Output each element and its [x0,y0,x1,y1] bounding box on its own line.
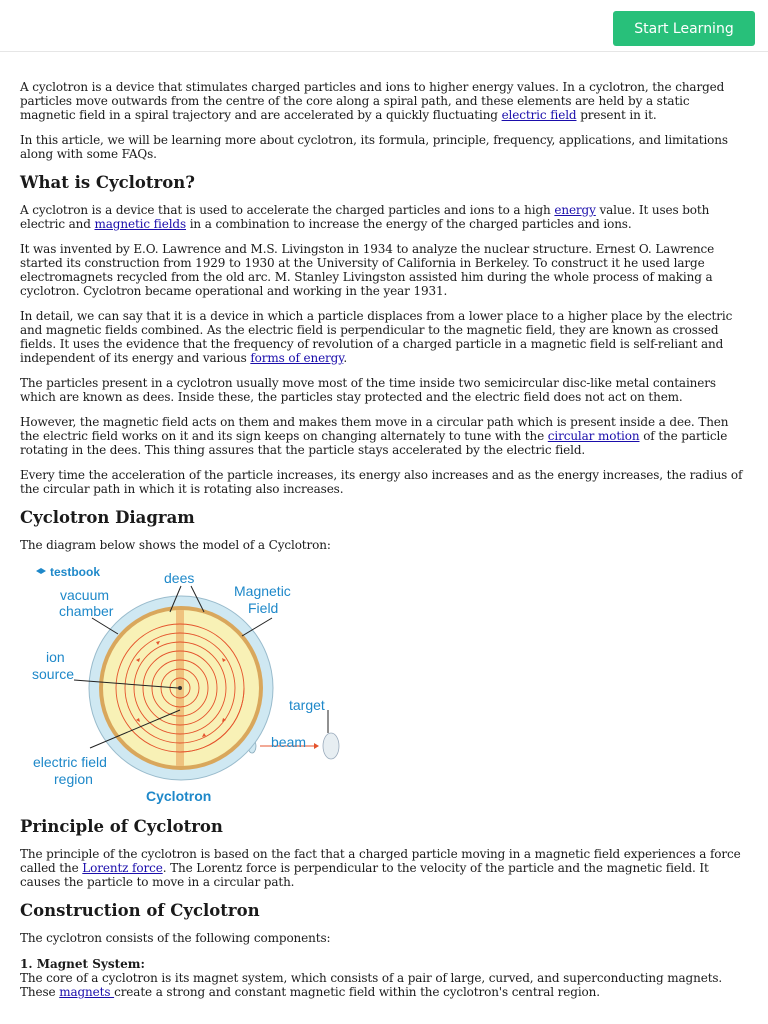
text: . [343,351,348,365]
text: In detail, we can say that it is a device in which a particle displaces from a lower place to a higher place by the electric and magnetic fields combined. As the electric field is perpendicular to the magnetic field, they are known as crossed fields. It uses the evidence that the frequency of revolution of a charged particle in a magnetic field is self-reliant and independent of its energy and various [20,309,733,365]
text: The core of a cyclotron is its magnet system, which consists of a pair of large, curved, and superconducting magnets. These [20,971,723,999]
diagram-caption: The diagram below shows the model of a Cyclotron: [20,538,331,552]
article-body [20,80,748,1010]
label-beam: beam [271,734,307,750]
what-paragraph-5 [20,415,748,457]
text: in a combination to increase the energy of the charged particles and ions. [186,217,632,231]
what-paragraph-2: It was invented by E.O. Lawrence and M.S. Livingston in 1934 to analyze the nuclear structure. Ernest O. Lawrence started its construction from 1929 to 1930 at the University of California in Berkeley. To construct it he used large electromagnets recycled from the old arc. M. Stanley Livingston assisted him during the whole process of making a cyclotron. Cyclotron became operational and working in the year 1931. [20,242,715,298]
target-disc [323,733,339,759]
beam-arrow [314,743,319,749]
what-paragraph-3 [20,309,748,365]
start-learning-button[interactable]: Start Learning [613,11,755,46]
what-paragraph-6: Every time the acceleration of the particle increases, its energy also increases and as the energy increases, the radius of the circular path in which it is rotating also increases. [20,468,743,496]
cyclotron-diagram-heading: Cyclotron Diagram [20,508,195,527]
magnet-system-title: 1. Magnet System: [20,957,145,971]
magnet-system-paragraph [20,971,748,999]
magnetic-fields-link[interactable]: magnetic fields [94,217,187,231]
label-efield-2: region [54,771,93,787]
principle-heading: Principle of Cyclotron [20,817,223,836]
text: The principle of the cyclotron is based on the fact that a charged particle moving in a magnetic field experiences a force called the [20,847,741,875]
lorentz-force-link[interactable]: Lorentz force [82,861,163,875]
principle-paragraph [20,847,748,889]
label-dees: dees [164,570,195,586]
energy-link[interactable]: energy [554,203,596,217]
text: However, the magnetic field acts on them and makes them move in a circular path which is present inside a dee. Then the electric field works on it and its sign keeps on changing alternately to tune with the [20,415,729,443]
label-efield-1: electric field [33,754,107,770]
construction-heading: Construction of Cyclotron [20,901,260,920]
what-is-cyclotron-heading: What is Cyclotron? [20,173,195,192]
label-magnetic-2: Field [248,600,279,616]
intro-paragraph-1 [20,80,748,122]
intro-paragraph-2: In this article, we will be learning more about cyclotron, its formula, principle, frequency, applications, and limitations along with some FAQs. [20,133,728,161]
what-paragraph-4: The particles present in a cyclotron usually move most of the time inside two semicircular disc-like metal containers which are known as dees. Inside these, the particles stay protected and the electric field does not act on them. [20,376,716,404]
label-target: target [289,697,325,713]
forms-of-energy-link[interactable]: forms of energy [250,351,344,365]
cyclotron-diagram [16,560,346,805]
text: present in it. [576,108,657,122]
testbook-logo-icon [36,568,46,574]
label-vacuum-1: vacuum [60,587,110,603]
what-paragraph-1 [20,203,748,231]
label-vacuum-2: chamber [59,603,114,619]
magnets-link[interactable]: magnets [59,985,115,999]
text: create a strong and constant magnetic field within the cyclotron's central region. [114,985,600,999]
text: A cyclotron is a device that stimulates charged particles and ions to higher energy values. In a cyclotron, the charged particles move outwards from the centre of the core along a spiral path, and these elements are held by a static magnetic field in a spiral trajectory and are accelerated by a quickly fluctuating [20,80,725,122]
ion-source-dot [178,686,182,690]
cyclotron-diagram-svg [16,560,346,805]
top-bar [0,0,768,52]
text: . The Lorentz force is perpendicular to the velocity of the particle and the magnetic field. It causes the particle to move in a circular path. [20,861,709,889]
text: value. It uses both electric and [20,203,710,231]
circular-motion-link[interactable]: circular motion [547,429,640,443]
construction-intro: The cyclotron consists of the following components: [20,931,331,945]
text: A cyclotron is a device that is used to accelerate the charged particles and ions to a high [20,203,555,217]
text: of the particle rotating in the dees. This thing assures that the particle stays accelerated by the electric field. [20,429,728,457]
diagram-title: Cyclotron [146,788,212,804]
label-ion-2: source [32,666,75,682]
label-magnetic-1: Magnetic [234,583,291,599]
label-ion-1: ion [46,649,65,665]
brand-text: testbook [50,565,101,579]
testbook-logo [36,565,100,579]
electric-field-link[interactable]: electric field [501,108,577,122]
